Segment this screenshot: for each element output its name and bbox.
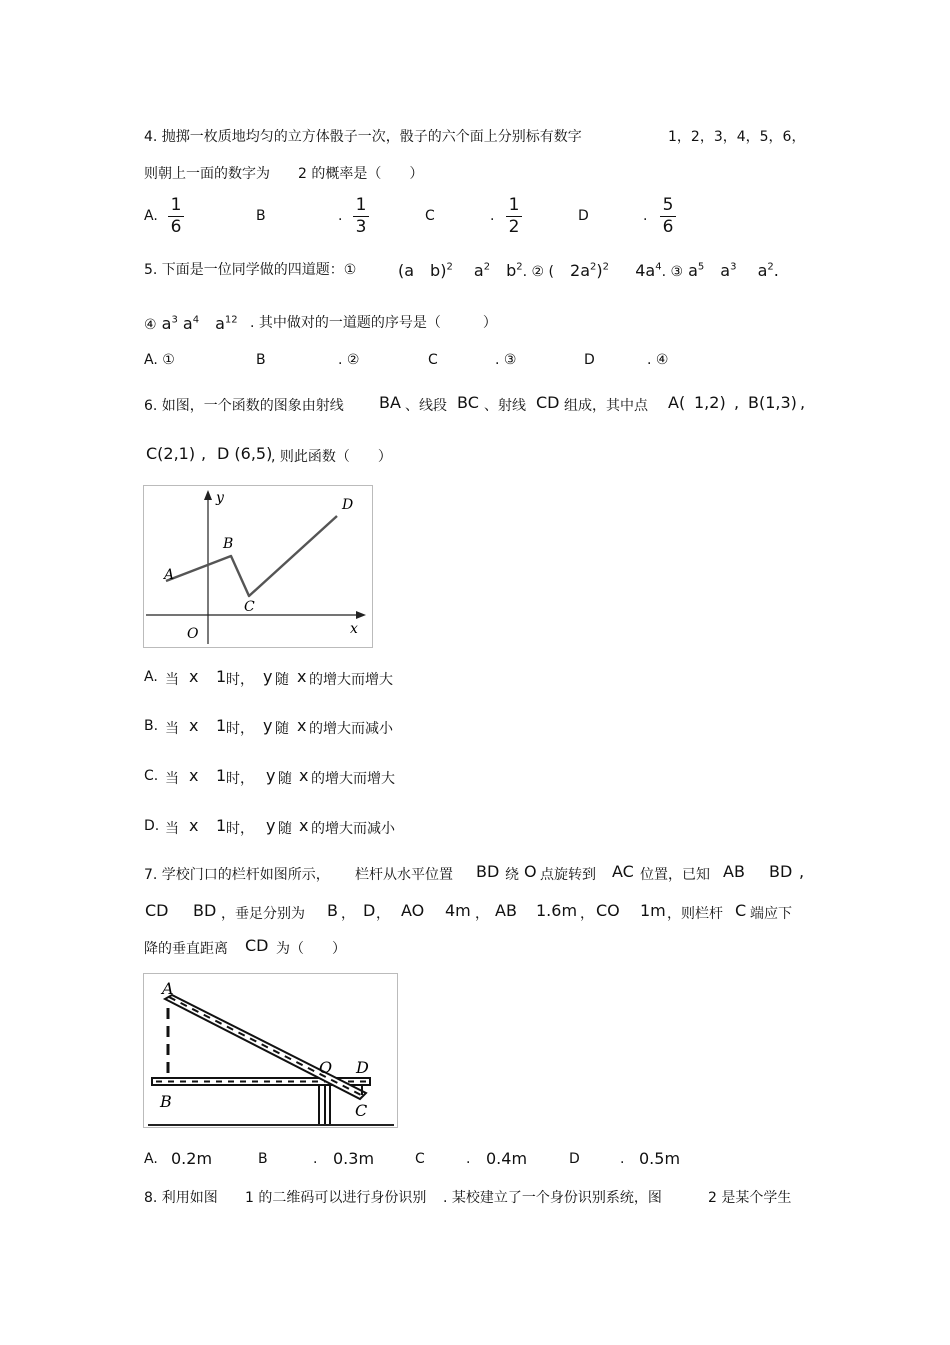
q7-comma: , — [799, 862, 805, 881]
q7-stem-line3-tail: 为（ ） — [276, 941, 346, 957]
q6-option-a-label: A. — [144, 669, 158, 685]
q5-stem-tail: . 其中做对的一道题的序号是（ ） — [250, 315, 497, 331]
q7-bd: BD — [476, 862, 500, 881]
q7-option-d-label: D — [569, 1151, 580, 1167]
q6-stem-part1: 6. 如图，一个函数的图象由射线 — [144, 398, 344, 414]
q4-stem-line1: 4. 抛掷一枚质地均匀的立方体骰子一次，骰子的六个面上分别标有数字 — [144, 129, 582, 145]
q6-segment-bc: BC — [457, 393, 479, 412]
q4-option-a-num: 1 — [170, 195, 182, 215]
q7-stem-part2: 栏杆从水平位置 — [355, 867, 453, 883]
q5-option-b-value: . ② — [338, 352, 360, 368]
q7-bd-3: BD — [193, 901, 217, 920]
q7-o: O — [524, 862, 537, 881]
q6-point-c: C(2,1) — [146, 444, 196, 463]
q7-ab-value: 1.6m — [536, 901, 578, 920]
graph-label-b: B — [223, 536, 234, 552]
graph-label-d: D — [342, 497, 354, 513]
q6-option-c-x2: x — [299, 766, 309, 785]
q4-option-a-label: A. — [144, 208, 158, 224]
q7-b: B — [327, 901, 338, 920]
q7-ao-value: 4m — [445, 901, 471, 920]
q4-option-a-den: 6 — [170, 217, 182, 237]
q6-point-a: A( — [668, 393, 686, 412]
q6-option-d-tail: 的增大而减小 — [311, 821, 395, 837]
q6-option-a-one: 1 — [216, 667, 227, 686]
q4-option-d-dot: . — [643, 208, 648, 224]
q5-equations-line2: ④ $a^3$ $a^4$ $a^{12}$ — [144, 314, 238, 333]
q7-sep2: ， — [376, 906, 390, 922]
q4-option-d-fraction — [658, 196, 678, 237]
y-axis-arrow — [204, 490, 212, 500]
q6-stem-part2: 、线段 — [405, 398, 447, 414]
q7-option-a-value: 0.2m — [171, 1149, 213, 1168]
q6-option-d-y: y — [266, 816, 276, 835]
q6-option-c-label: C. — [144, 768, 159, 784]
q6-stem-tail: , 则此函数（ ） — [271, 449, 392, 465]
q7-sep3: ， — [475, 906, 489, 922]
q6-option-b-x2: x — [297, 716, 307, 735]
q6-option-b-sui: 随 — [275, 721, 289, 737]
q6-option-a-tail: 的增大而增大 — [309, 672, 393, 688]
fig-label-b: B — [160, 1092, 172, 1111]
q6-option-d-sui: 随 — [278, 821, 292, 837]
q5-option-c-value: . ③ — [495, 352, 517, 368]
graph-label-y: y — [216, 490, 224, 506]
q6-comma-1: , — [734, 393, 740, 412]
q6-option-b-x: x — [189, 716, 199, 735]
q6-stem-part4: 组成，其中点 — [564, 398, 648, 414]
q6-option-a-shi: 时， — [226, 672, 254, 688]
q7-weizhi: 位置，已知 — [640, 867, 710, 883]
q4-option-c-num: 1 — [508, 195, 520, 215]
q6-comma-3: , — [201, 444, 207, 463]
q6-option-d-label: D. — [144, 818, 160, 834]
q7-stem-line3: 降的垂直距离 — [144, 941, 228, 957]
q6-ray-ba: BA — [379, 393, 401, 412]
q5-stem: 5. 下面是一位同学做的四道题：① — [144, 262, 357, 278]
q6-point-a-coords: 1,2) — [694, 393, 726, 412]
q6-option-b-one: 1 — [216, 716, 227, 735]
fig-label-c: C — [355, 1101, 368, 1120]
q6-comma-2: , — [800, 393, 806, 412]
q4-option-c-dot: . — [490, 208, 495, 224]
q8-stem-part2: 1 的二维码可以进行身份识别 — [245, 1190, 427, 1206]
q7-figure-frame — [143, 973, 398, 1128]
q6-option-c-shi: 时， — [226, 771, 254, 787]
q4-option-b-num: 1 — [355, 195, 367, 215]
q6-option-c-sui: 随 — [278, 771, 292, 787]
q6-option-a-x: x — [189, 667, 199, 686]
q4-option-b-den: 3 — [355, 217, 367, 237]
q7-option-b-label: B — [258, 1151, 268, 1167]
q6-option-b-dang: 当 — [165, 721, 179, 737]
q7-option-c-value: 0.4m — [486, 1149, 528, 1168]
q4-option-d-den: 6 — [662, 217, 674, 237]
q7-sep4: ， — [580, 906, 594, 922]
fig-label-a: A — [162, 979, 174, 998]
q7-ac: AC — [612, 862, 634, 881]
q8-stem-part3: . 某校建立了一个身份识别系统，图 — [443, 1190, 662, 1206]
q7-option-b-value: 0.3m — [333, 1149, 375, 1168]
q6-point-d: D (6,5) — [217, 444, 273, 463]
q6-option-c-tail: 的增大而增大 — [311, 771, 395, 787]
q7-chuizu: ，垂足分别为 — [221, 906, 305, 922]
q6-option-c-one: 1 — [216, 766, 227, 785]
fig-label-o: O — [319, 1058, 333, 1077]
function-polyline — [166, 516, 337, 596]
q7-stem-part1: 7. 学校门口的栏杆如图所示， — [144, 867, 330, 883]
q6-option-d-x: x — [189, 816, 199, 835]
q5-option-a: A. ① — [144, 352, 175, 368]
q7-zelangan: ，则栏杆 — [667, 906, 723, 922]
q6-point-b: B(1,3) — [748, 393, 797, 412]
q7-option-b-dot: . — [313, 1151, 318, 1167]
q4-stem-line2-tail: 2 的概率是（ ） — [298, 166, 424, 182]
q8-stem-part4: 2 是某个学生 — [708, 1190, 792, 1206]
q5-equations-line1: (a b)$^2$ $a^2$ $b^2$. ② ( $2a^2)^2$ $4a^4$. ③ $a^5$ $a^3$ $a^2$. — [398, 261, 779, 280]
q6-option-c-x: x — [189, 766, 199, 785]
q7-bd-2: BD — [769, 862, 793, 881]
q6-stem-part3: 、射线 — [484, 398, 526, 414]
q4-option-b-dot: . — [338, 208, 343, 224]
q6-option-a-sui: 随 — [275, 672, 289, 688]
q4-option-a-fraction — [166, 196, 186, 237]
q7-co-value: 1m — [640, 901, 666, 920]
fig-label-d: D — [356, 1058, 369, 1077]
q7-option-d-value: 0.5m — [639, 1149, 681, 1168]
q6-option-a-dang: 当 — [165, 672, 179, 688]
q4-option-d-num: 5 — [662, 195, 674, 215]
q7-ab: AB — [723, 862, 745, 881]
graph-label-origin: O — [187, 626, 199, 642]
q4-option-b-label: B — [256, 208, 266, 224]
q6-option-b-label: B. — [144, 718, 159, 734]
q7-option-d-dot: . — [620, 1151, 625, 1167]
q4-option-c-label: C — [425, 208, 435, 224]
q7-option-c-label: C — [415, 1151, 425, 1167]
q4-stem-line2: 则朝上一面的数字为 — [144, 166, 270, 182]
q5-option-d-value: . ④ — [647, 352, 669, 368]
graph-label-c: C — [244, 599, 255, 615]
q6-option-a-x2: x — [297, 667, 307, 686]
q4-option-c-den: 2 — [508, 217, 520, 237]
q6-option-d-one: 1 — [216, 816, 227, 835]
q7-option-c-dot: . — [466, 1151, 471, 1167]
q7-cd: CD — [145, 901, 169, 920]
q4-numbers: 1，2，3，4，5，6， — [668, 129, 806, 145]
q5-option-c-label: C — [428, 352, 438, 368]
q7-cd-2: CD — [245, 936, 269, 955]
q7-ab-2: AB — [495, 901, 517, 920]
q5-option-b-label: B — [256, 352, 266, 368]
q6-graph-frame — [143, 485, 373, 648]
q6-option-c-y: y — [266, 766, 276, 785]
q6-option-c-dang: 当 — [165, 771, 179, 787]
x-axis-arrow — [356, 611, 366, 619]
q7-dianxuanzhuandao: 点旋转到 — [540, 867, 596, 883]
q6-option-a-y: y — [263, 667, 273, 686]
q7-rao: 绕 — [505, 867, 519, 883]
q7-ao: AO — [401, 901, 425, 920]
q7-co: CO — [596, 901, 620, 920]
q6-function-graph — [144, 486, 372, 647]
q6-option-b-shi: 时， — [226, 721, 254, 737]
q5-option-d-label: D — [584, 352, 595, 368]
q6-option-d-shi: 时， — [226, 821, 254, 837]
graph-label-a: A — [164, 567, 175, 583]
q4-option-c-fraction — [504, 196, 524, 237]
q7-option-a-label: A. — [144, 1151, 158, 1167]
q6-option-b-y: y — [263, 716, 273, 735]
q7-d: D — [363, 901, 376, 920]
q8-stem-part1: 8. 利用如图 — [144, 1190, 218, 1206]
q7-sep1: ， — [341, 906, 355, 922]
q6-option-b-tail: 的增大而减小 — [309, 721, 393, 737]
q6-option-d-x2: x — [299, 816, 309, 835]
q4-option-b-fraction — [351, 196, 371, 237]
q7-duanyingxia: 端应下 — [750, 906, 792, 922]
q6-option-d-dang: 当 — [165, 821, 179, 837]
q7-c: C — [735, 901, 747, 920]
q4-option-d-label: D — [578, 208, 589, 224]
q6-ray-cd: CD — [536, 393, 560, 412]
graph-label-x: x — [350, 621, 358, 637]
q7-barrier-figure — [144, 974, 397, 1127]
